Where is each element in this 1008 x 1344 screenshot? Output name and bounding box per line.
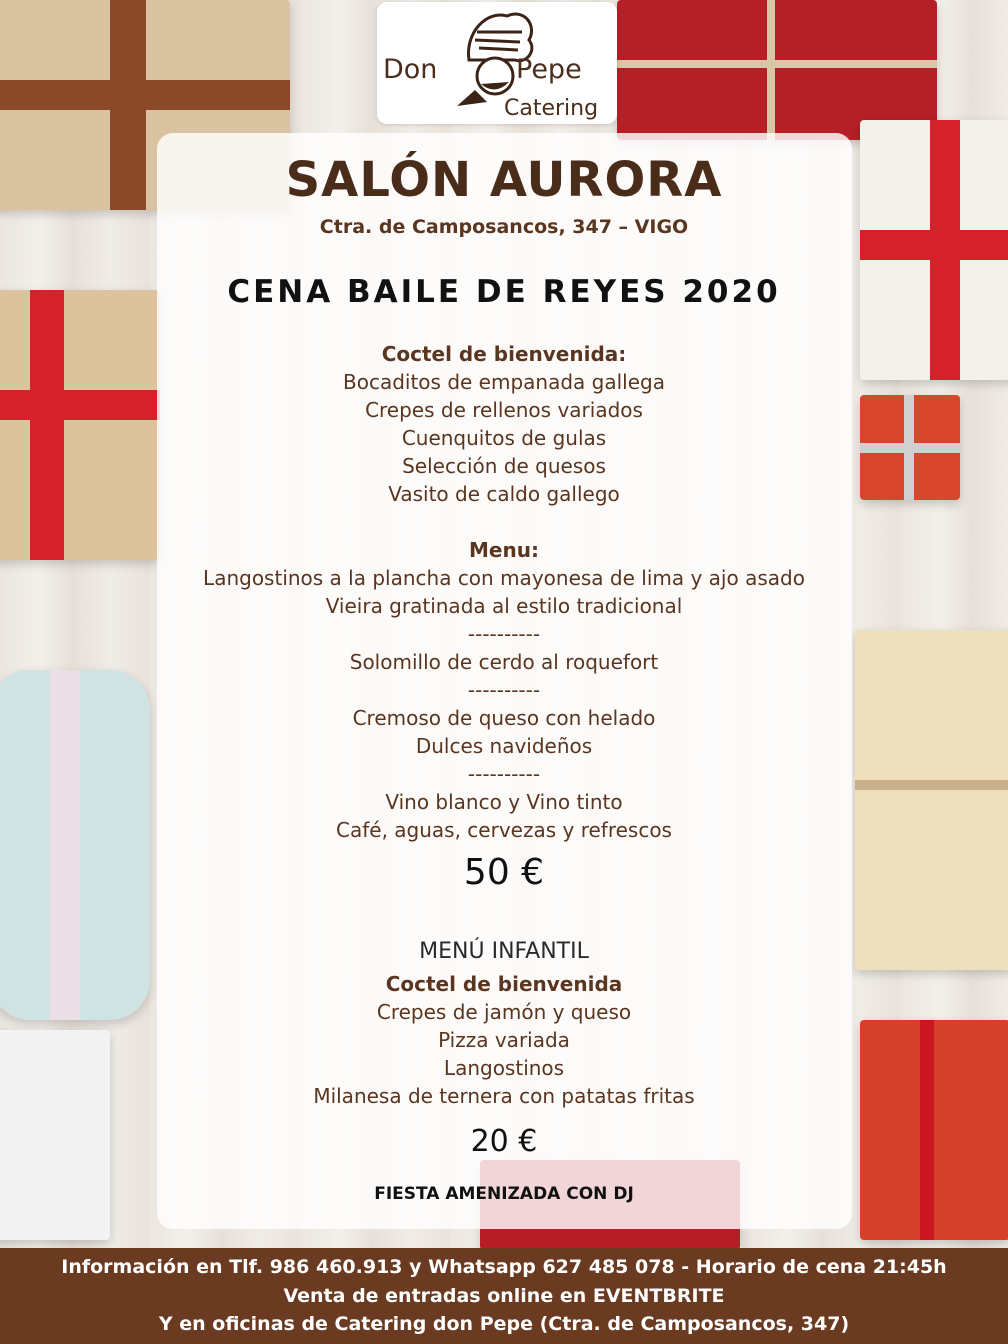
party-note: FIESTA AMENIZADA CON DJ [374,1184,634,1204]
welcome-item: Crepes de rellenos variados [365,398,643,422]
kids-menu-item: Milanesa de ternera con patatas fritas [313,1084,695,1108]
kids-price: 20 € [470,1124,538,1159]
menu-separator: ---------- [467,762,541,786]
adult-price: 50 € [463,852,545,893]
menu-item: Café, aguas, cervezas y refrescos [336,818,672,842]
menu-separator: ---------- [467,622,541,646]
event-title: CENA BAILE DE REYES 2020 [227,274,781,310]
logo-text-don: Don [383,54,438,85]
welcome-item: Vasito de caldo gallego [388,482,620,506]
menu-item: Langostinos a la plancha con mayonesa de lima y ajo asado [203,566,805,590]
welcome-item: Cuenquitos de gulas [401,426,607,450]
kids-menu-item: Crepes de jamón y queso [376,1000,632,1024]
kids-welcome-heading: Coctel de bienvenida [385,972,623,996]
menu-item: Vino blanco y Vino tinto [385,790,623,814]
menu-item: Vieira gratinada al estilo tradicional [325,594,683,618]
menu-heading: Menu: [469,538,539,562]
logo-text-catering: Catering [504,96,599,121]
kids-menu-heading: MENÚ INFANTIL [419,939,589,964]
footer-offices: Y en oficinas de Catering don Pepe (Ctra. de Camposancos, 347) [158,1313,850,1335]
kids-menu-item: Pizza variada [438,1028,570,1052]
menu-item: Cremoso de queso con helado [352,706,656,730]
logo [377,2,617,124]
gift-box-top-right [617,0,937,140]
welcome-item: Bocaditos de empanada gallega [343,370,665,394]
venue-title: SALÓN AURORA [285,152,723,208]
menu-item: Solomillo de cerdo al roquefort [349,650,659,674]
welcome-heading: Coctel de bienvenida: [381,342,627,366]
logo-text-pepe: Pepe [516,54,582,85]
venue-address: Ctra. de Camposancos, 347 – VIGO [319,216,689,238]
kids-menu-item: Langostinos [443,1056,565,1080]
footer-contact: Información en Tlf. 986 460.913 y Whatsapp 627 485 078 - Horario de cena 21:45h [61,1256,947,1278]
menu-separator: ---------- [467,678,541,702]
menu-item: Dulces navideños [415,734,593,758]
welcome-item: Selección de quesos [402,454,606,478]
footer-tickets: Venta de entradas online en EVENTBRITE [283,1285,725,1307]
